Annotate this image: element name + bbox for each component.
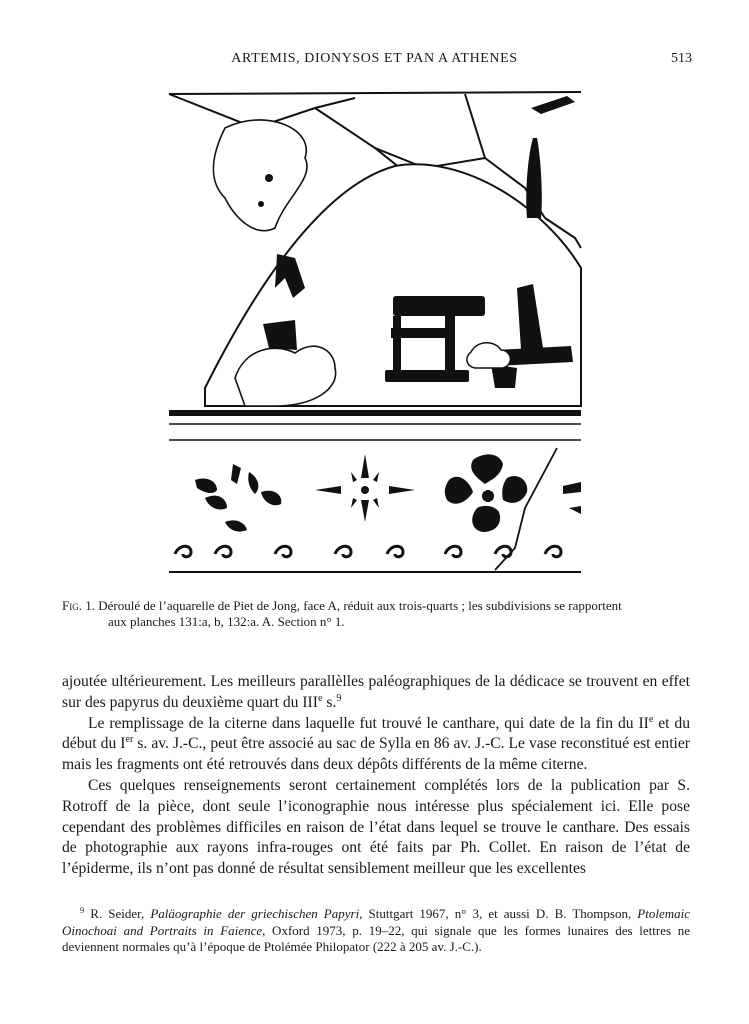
- paragraph-1-tail: s.: [322, 693, 337, 711]
- superscript-e-2: e: [648, 713, 654, 725]
- caption-line-2: aux planches 131:a, b, 132:a. A. Section n° 1.: [108, 614, 345, 629]
- footnote: [62, 906, 690, 956]
- running-title: ARTEMIS, DIONYSOS ET PAN A ATHENES: [231, 51, 518, 66]
- footnote-title-1: Paläographie der griechischen Papyri: [150, 906, 360, 921]
- caption-line-1: Déroulé de l’aquarelle de Piet de Jong, face A, réduit aux trois-quarts ; les subdivisions se rapportent: [98, 598, 622, 613]
- superscript-er: er: [125, 734, 134, 746]
- figure-caption: [62, 598, 690, 630]
- paragraph-1-text: ajoutée ultérieurement. Les meilleurs parallèlles paléographiques de la dédicace se trouvent en effet sur des papyrus du deuxième quart du III: [62, 673, 690, 711]
- footnote-b: , Stuttgart 1967, n° 3, et aussi D. B. Thompson,: [359, 906, 638, 921]
- paragraph-2-b: et du début du I: [62, 714, 690, 753]
- footnote-ref-9: 9: [336, 692, 342, 704]
- paragraph-1: [62, 672, 690, 714]
- footnote-c: , Oxford 1973, p. 19–22, qui signale que les formes lunaires des lettres ne deviennent normales qu’à l’époque de Ptolémée Philopator (222 à 205 av. J.-C.).: [62, 922, 690, 955]
- running-header: [0, 51, 749, 71]
- figure-watercolor-drawing: [165, 88, 587, 582]
- footnote-title-2: Ptolemaic Oinochoai and Portraits in Faience: [62, 906, 690, 938]
- page-number: 513: [671, 51, 692, 66]
- body-text: [62, 672, 690, 880]
- footnote-a: R. Seider,: [84, 906, 151, 921]
- paragraph-2-c: s. av. J.-C., peut être associé au sac de Sylla en 86 av. J.-C. Le vase reconstitué est entier mais les fragments ont été retrouvés dans deux dépôts différents de la même citerne.: [62, 735, 690, 774]
- footnote-number: 9: [80, 904, 85, 915]
- footnote-9: [62, 906, 690, 956]
- superscript-e: e: [317, 692, 323, 704]
- paragraph-2-a: Le remplissage de la citerne dans laquelle fut trouvé le canthare, qui date de la fin du II: [88, 714, 649, 732]
- caption-label: Fig. 1.: [62, 598, 95, 613]
- paragraph-2: [62, 714, 690, 776]
- paragraph-3: Ces quelques renseignements seront certainement complétés lors de la publication par S. Rotroff de la pièce, dont seule l’iconographie nous intéresse plus spécialement ici. Elle pose cependant des problèmes difficiles en raison de l’état dans lequel se trouve le canthare. Des essais de photographie aux rayons infra-rouges ont été faits par Ph. Collet. En raison de l’état de l’épiderme, ils n’ont pas donné de résultat sensiblement meilleur que les excellentes: [62, 776, 690, 878]
